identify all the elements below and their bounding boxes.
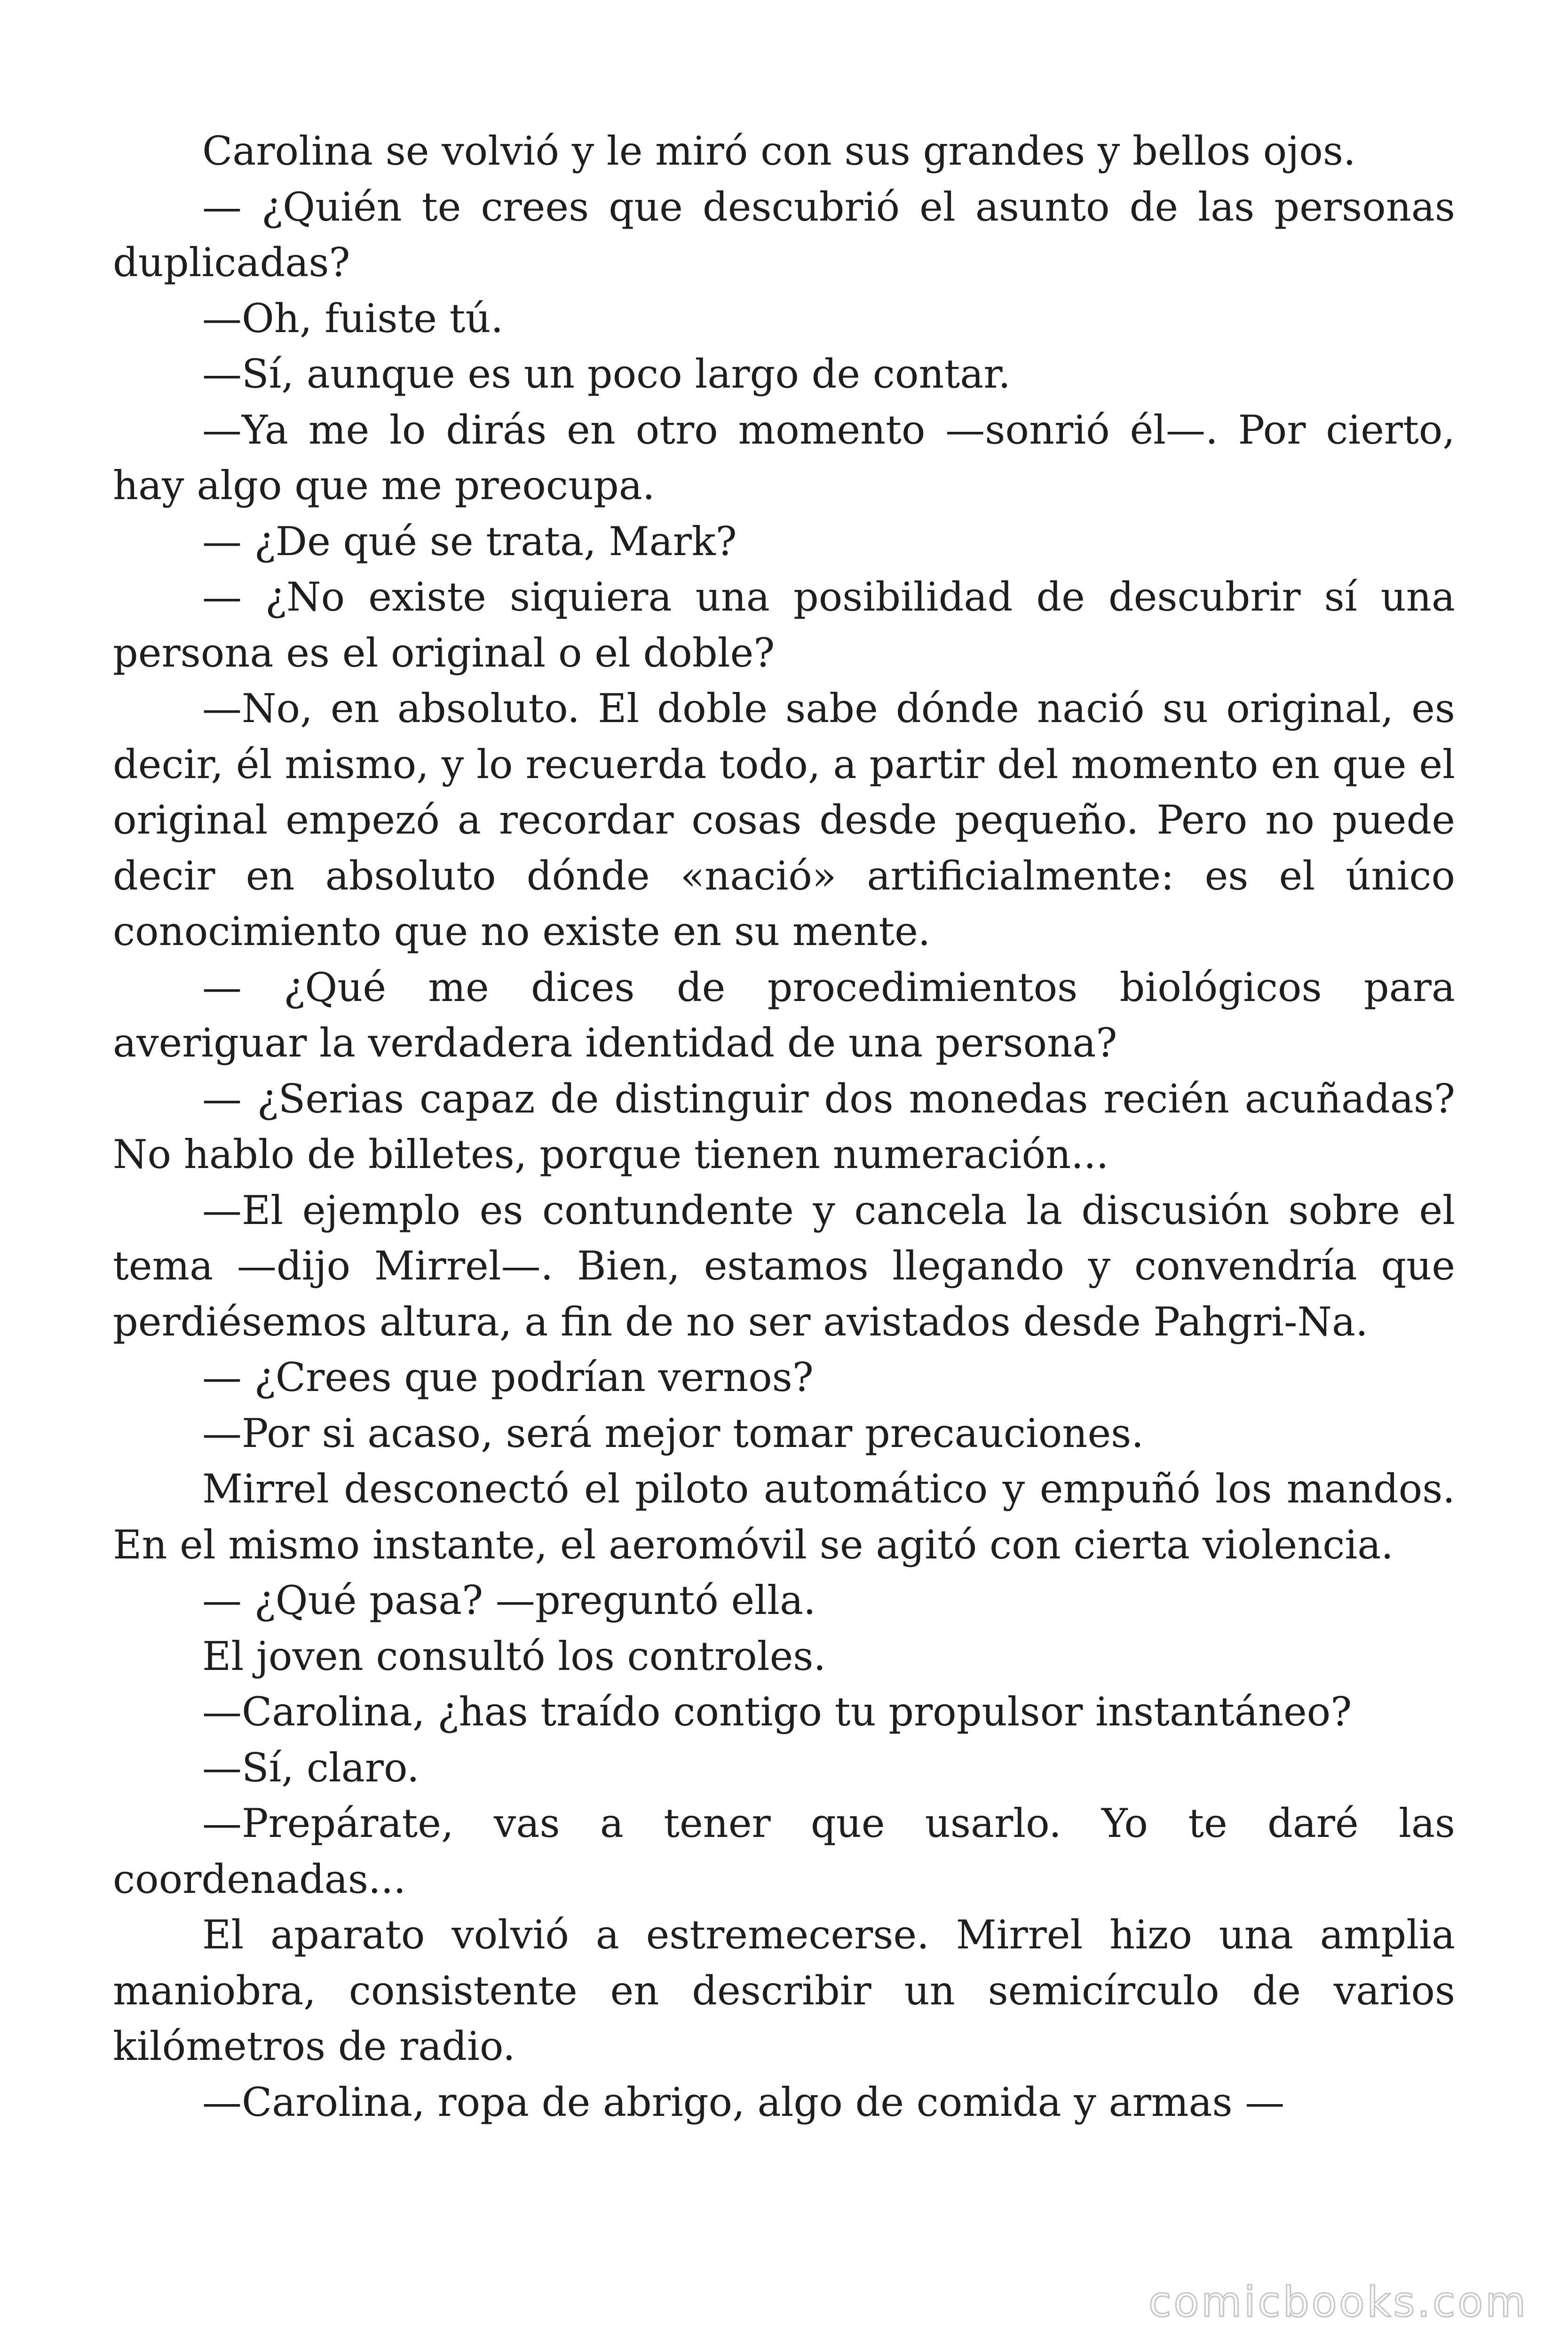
- paragraph: —Carolina, ropa de abrigo, algo de comida y armas —: [202, 2079, 1285, 2125]
- paragraph: — ¿Quién te crees que descubrió el asunto de las personas duplicadas?: [113, 183, 1455, 286]
- paragraph: El joven consultó los controles.: [202, 1633, 826, 1679]
- paragraph: Mirrel desconectó el piloto automático y empuñó los mandos. En el mismo instante, el aeromóvil se agitó con cierta violencia.: [113, 1466, 1455, 1568]
- paragraph: —Por si acaso, será mejor tomar precauciones.: [202, 1410, 1144, 1456]
- paragraph: —Sí, claro.: [202, 1744, 420, 1791]
- page-body: [113, 123, 1455, 2130]
- paragraph: — ¿Qué me dices de procedimientos biológicos para averiguar la verdadera identidad de una persona?: [113, 964, 1455, 1066]
- paragraph: —No, en absoluto. El doble sabe dónde nació su original, es decir, él mismo, y lo recuerda todo, a partir del momento en que el original empezó a recordar cosas desde pequeño. Pero no puede decir en absoluto dónde «nació» artificialmente: es el único conocimiento que no existe en su mente.: [113, 685, 1455, 954]
- watermark: comicbooks.com: [1148, 2278, 1528, 2326]
- paragraph: —Prepárate, vas a tener que usarlo. Yo te daré las coordenadas...: [113, 1800, 1455, 1902]
- paragraph: — ¿De qué se trata, Mark?: [202, 518, 737, 564]
- paragraph: —Sí, aunque es un poco largo de contar.: [202, 351, 1011, 397]
- paragraph: —El ejemplo es contundente y cancela la discusión sobre el tema —dijo Mirrel—. Bien, estamos llegando y convendría que perdiésemos altura, a fin de no ser avistados desde Pahgri-Na.: [113, 1187, 1455, 1345]
- paragraph: — ¿Crees que podrían vernos?: [202, 1354, 814, 1400]
- paragraph: — ¿No existe siquiera una posibilidad de descubrir sí una persona es el original o el doble?: [113, 574, 1455, 676]
- paragraph: —Oh, fuiste tú.: [202, 295, 504, 342]
- paragraph: — ¿Serias capaz de distinguir dos monedas recién acuñadas? No hablo de billetes, porque tienen numeración...: [113, 1075, 1455, 1177]
- paragraph: Carolina se volvió y le miró con sus grandes y bellos ojos.: [202, 128, 1356, 174]
- paragraph: —Carolina, ¿has traído contigo tu propulsor instantáneo?: [202, 1689, 1352, 1735]
- paragraph: —Ya me lo dirás en otro momento —sonrió él—. Por cierto, hay algo que me preocupa.: [113, 406, 1455, 509]
- paragraph: — ¿Qué pasa? —preguntó ella.: [202, 1577, 816, 1623]
- paragraph: El aparato volvió a estremecerse. Mirrel hizo una amplia maniobra, consistente en describir un semicírculo de varios kilómetros de radio.: [113, 1912, 1455, 2069]
